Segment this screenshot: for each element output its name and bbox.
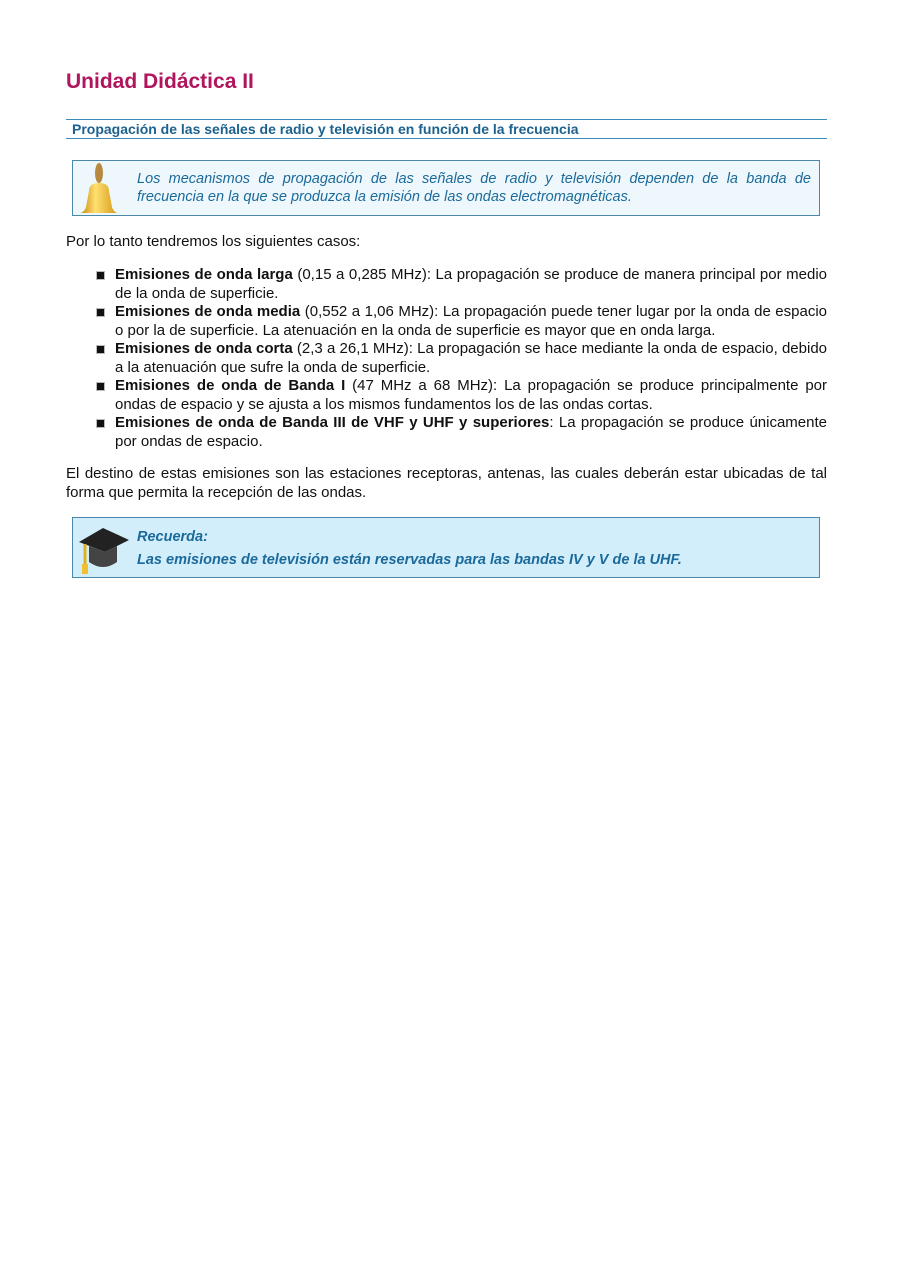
bullet-icon bbox=[96, 308, 105, 317]
page-title: Unidad Didáctica II bbox=[66, 70, 254, 93]
bullet-icon bbox=[96, 271, 105, 280]
item-text: (47 MHz a 68 MHz): La propagación se produce principalmente por ondas de espacio y se ajusta a los mismos fundamentos los de las ondas cortas. bbox=[115, 377, 827, 413]
graduation-cap-icon bbox=[77, 522, 131, 576]
remember-text: Las emisiones de televisión están reservadas para las bandas IV y V de la UHF. bbox=[137, 552, 682, 568]
cases-list bbox=[96, 266, 827, 451]
remember-content bbox=[137, 526, 811, 572]
intro-text: Por lo tanto tendremos los siguientes casos: bbox=[66, 233, 361, 250]
conclusion-text: El destino de estas emisiones son las estaciones receptoras, antenas, las cuales deberán estar ubicadas de tal forma que permita la recepción de las ondas. bbox=[66, 465, 827, 501]
item-title: Emisiones de onda de Banda I bbox=[115, 377, 346, 394]
section-heading-text: Propagación de las señales de radio y televisión en función de la frecuencia bbox=[72, 121, 579, 137]
remember-label: Recuerda: bbox=[137, 529, 208, 545]
list-item bbox=[96, 266, 827, 303]
bullet-icon bbox=[96, 382, 105, 391]
list-item bbox=[96, 303, 827, 340]
info-box bbox=[72, 160, 820, 216]
list-item bbox=[96, 340, 827, 377]
item-text: (2,3 a 26,1 MHz): La propagación se hace mediante la onda de espacio, debido a la atenuación que sufre la onda de superficie. bbox=[115, 340, 828, 376]
remember-box bbox=[72, 517, 820, 578]
bullet-icon bbox=[96, 345, 105, 354]
section-heading bbox=[66, 119, 827, 139]
bullet-icon bbox=[96, 419, 105, 428]
item-title: Emisiones de onda larga bbox=[115, 266, 293, 283]
item-title: Emisiones de onda de Banda III de VHF y UHF y superiores bbox=[115, 414, 550, 431]
item-text: (0,552 a 1,06 MHz): La propagación puede tener lugar por la onda de espacio o por la de superficie. La atenuación en la onda de superficie es mayor que en onda larga. bbox=[115, 303, 827, 339]
list-item bbox=[96, 414, 827, 451]
info-text: Los mecanismos de propagación de las señales de radio y televisión dependen de la banda de frecuencia en la que se produzca la emisión de las ondas electromagnéticas. bbox=[137, 171, 811, 205]
item-title: Emisiones de onda corta bbox=[115, 340, 293, 357]
list-item bbox=[96, 377, 827, 414]
bell-icon bbox=[77, 161, 121, 215]
item-text: (0,15 a 0,285 MHz): La propagación se produce de manera principal por medio de la onda de superficie. bbox=[115, 266, 827, 302]
item-text: : La propagación se produce únicamente por ondas de espacio. bbox=[115, 414, 827, 450]
item-title: Emisiones de onda media bbox=[115, 303, 301, 320]
